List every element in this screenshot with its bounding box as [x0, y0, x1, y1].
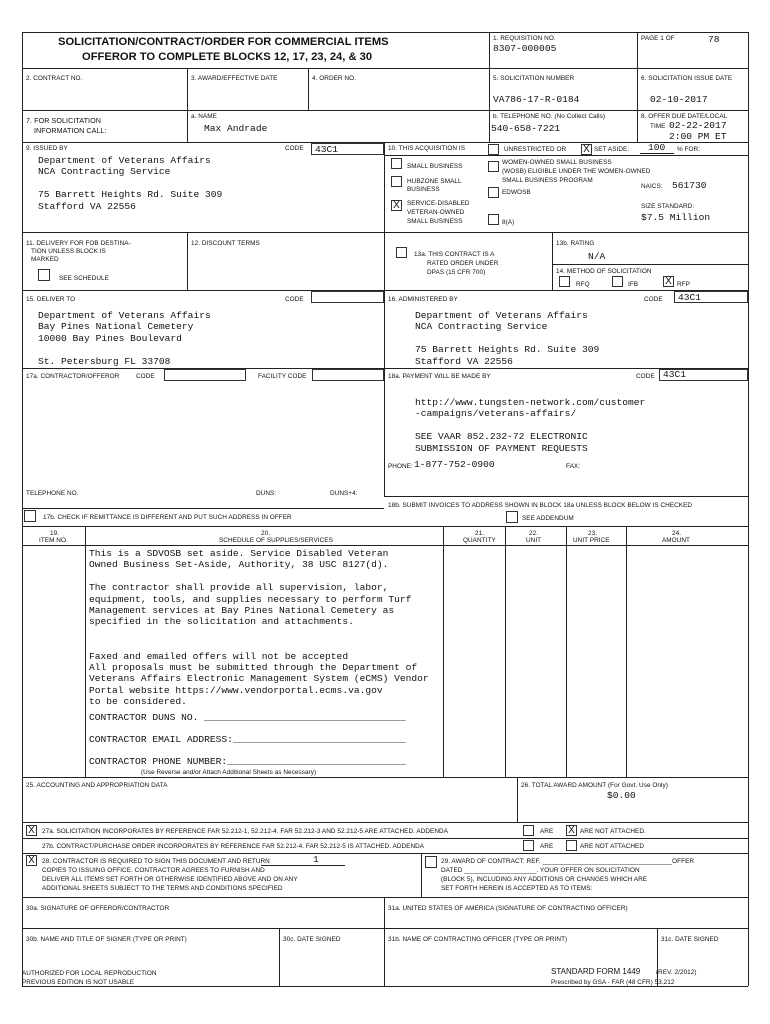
sig31b-label: 31b. NAME OF CONTRACTING OFFICER (TYPE OR PRINT) — [388, 936, 568, 943]
solicitation-number-value: VA786-17-R-0184 — [493, 94, 580, 105]
method-label: 14. METHOD OF SOLICITATION — [556, 268, 652, 275]
offer-due-time: 2:00 PM ET — [669, 131, 727, 142]
percent-for-label: % FOR: — [677, 146, 701, 153]
rated-order-label-2: RATED ORDER UNDER — [427, 260, 499, 267]
small-business-checkbox[interactable] — [391, 158, 402, 169]
discount-terms-label: 12. DISCOUNT TERMS — [191, 240, 260, 247]
deliver-to-address — [38, 310, 211, 367]
address-line: Bay Pines National Cemetery — [38, 321, 194, 333]
contractor-telephone-label: TELEPHONE NO. — [26, 490, 79, 497]
col19-header: ITEM NO. — [39, 537, 68, 544]
hubzone-checkbox[interactable] — [391, 176, 402, 187]
28-checkbox[interactable]: X — [26, 855, 37, 866]
prescribed-by: Prescribed by GSA - FAR (48 CFR) 53.212 — [551, 979, 675, 986]
award-date-label: 3. AWARD/EFFECTIVE DATE — [191, 75, 278, 82]
address-line: Department of Veterans Affairs — [38, 155, 211, 166]
address-line — [415, 333, 599, 344]
schedule-note: (Use Reverse and/or Attach Additional Sheets as Necessary) — [141, 769, 317, 776]
offer-due-date: 02-22-2017 — [669, 120, 727, 131]
contract-no-label: 2. CONTRACT NO. — [26, 75, 83, 82]
sdvosb-label-3: SMALL BUSINESS — [407, 218, 463, 225]
issued-by-label: 9. ISSUED BY — [26, 145, 68, 152]
27b-are-checkbox[interactable] — [523, 840, 534, 851]
set-aside-percent: 100 — [648, 142, 666, 153]
col22-number: 22. — [529, 530, 539, 537]
accounting-label: 25. ACCOUNTING AND APPROPRIATION DATA — [26, 782, 168, 789]
rfp-label: RFP — [677, 281, 690, 288]
payment-line: SUBMISSION OF PAYMENT REQUESTS — [415, 442, 588, 454]
28-label-1: 28. CONTRACTOR IS REQUIRED TO SIGN THIS DOCUMENT AND RETURN — [42, 858, 270, 865]
deliver-to-code-label: CODE — [285, 296, 304, 303]
rating-label: 13b. RATING — [556, 240, 595, 247]
payment-line: http://www.tungsten-network.com/customer — [415, 397, 646, 408]
time-label: TIME — [650, 123, 666, 130]
29-label-4: SET FORTH HEREIN IS ACCEPTED AS TO ITEMS: — [441, 885, 593, 892]
address-line: Stafford VA 22556 — [38, 200, 136, 212]
schedule-line: Management services at Bay Pines National Cemetery as — [89, 605, 395, 617]
col20-number: 20. — [261, 530, 271, 537]
schedule-line: specified in the solicitation and attachments. — [89, 616, 354, 628]
form-name: STANDARD FORM 1449 — [551, 967, 641, 976]
27a-are-label: ARE — [540, 828, 554, 835]
form-title-line2: OFFEROR TO COMPLETE BLOCKS 12, 17, 23, 24, & 30 — [82, 51, 373, 63]
schedule-line — [89, 639, 429, 650]
addendum-label: SEE ADDENDUM — [522, 515, 574, 522]
issue-date-value: 02-10-2017 — [650, 94, 708, 105]
28-copies-value: 1 — [313, 854, 319, 865]
col23-number: 23. — [588, 530, 598, 537]
payment-line — [415, 420, 645, 431]
edwosb-checkbox[interactable] — [488, 187, 499, 198]
payment-line: SEE VAAR 852.232-72 ELECTRONIC — [415, 431, 588, 443]
contractor-duns-line[interactable]: CONTRACTOR DUNS NO. ___________________________________ — [89, 712, 406, 723]
telephone-label: b. TELEPHONE NO. (No Collect Calls) — [493, 113, 606, 120]
total-award-label: 26. TOTAL AWARD AMOUNT (For Govt. Use Only) — [521, 782, 668, 789]
27b-are-label: ARE — [540, 843, 554, 850]
contractor-code-label: CODE — [136, 373, 155, 380]
hubzone-label-2: BUSINESS — [407, 186, 440, 193]
col21-number: 21. — [475, 530, 485, 537]
payment-fax-label: FAX: — [566, 463, 581, 470]
payment-instructions — [415, 397, 645, 454]
sig30a-label: 30a. SIGNATURE OF OFFEROR/CONTRACTOR — [26, 905, 170, 912]
administered-code-label: CODE — [644, 296, 663, 303]
small-business-label: SMALL BUSINESS — [407, 163, 463, 170]
contact-name-label: a. NAME — [191, 113, 217, 120]
set-aside-label: SET ASIDE: — [594, 146, 630, 153]
sdvosb-label-1: SERVICE-DISABLED — [407, 200, 470, 207]
sig31c-label: 31c. DATE SIGNED — [661, 936, 719, 943]
sdvosb-label-2: VETERAN-OWNED — [407, 209, 465, 216]
set-aside-checkbox[interactable]: X — [581, 144, 592, 155]
delivery-label-2: TION UNLESS BLOCK IS — [31, 248, 106, 255]
payment-phone-value: 1-877-752-0900 — [414, 459, 495, 470]
col22-header: UNIT — [526, 537, 542, 544]
payment-code-value: 43C1 — [663, 369, 687, 380]
remittance-label: 17b. CHECK IF REMITTANCE IS DIFFERENT AND PUT SUCH ADDRESS IN OFFER — [43, 514, 292, 521]
administered-by-label: 16. ADMINISTERED BY — [388, 296, 458, 303]
address-line: St. Petersburg FL 33708 — [38, 355, 171, 367]
telephone-value: 540-658-7221 — [491, 123, 561, 134]
sdvosb-checkbox[interactable]: X — [391, 200, 402, 211]
info-call-label-2: INFORMATION CALL: — [34, 126, 107, 135]
address-line: NCA Contracting Service — [415, 321, 548, 333]
29-label-1: 29. AWARD OF CONTRACT: REF. ____________________________________OFFER — [441, 858, 695, 865]
rated-order-checkbox[interactable] — [396, 247, 407, 258]
sig31a-label: 31a. UNITED STATES OF AMERICA (SIGNATURE OF CONTRACTING OFFICER) — [388, 905, 628, 912]
wosb-label-3: SMALL BUSINESS PROGRAM — [502, 177, 593, 184]
27a-not-attached-checkbox[interactable]: X — [566, 825, 577, 836]
27b-label: 27b. CONTRACT/PURCHASE ORDER INCORPORATES BY REFERENCE FAR 52.212-4. FAR 52.212-5 IS ATTACHED. ADDENDA — [42, 843, 425, 850]
order-no-label: 4. ORDER NO. — [312, 75, 356, 82]
address-line: 10000 Bay Pines Boulevard — [38, 332, 182, 344]
facility-code-label: FACILITY CODE — [258, 373, 307, 380]
issued-by-code-value: 43C1 — [315, 144, 339, 155]
unrestricted-label: UNRESTRICTED OR — [504, 146, 567, 153]
edwosb-label: EDWOSB — [502, 189, 531, 196]
schedule-line: The contractor shall provide all supervision, labor, — [89, 582, 389, 594]
29-label-3: (BLOCK 5), INCLUDING ANY ADDITIONS OR CHANGES WHICH ARE — [441, 876, 648, 883]
27b-not-attached-checkbox[interactable] — [566, 840, 577, 851]
see-schedule-checkbox[interactable] — [38, 269, 50, 281]
27a-are-checkbox[interactable] — [523, 825, 534, 836]
requisition-value: 8307-000005 — [493, 43, 557, 54]
schedule-line — [89, 628, 429, 639]
payment-line: -campaigns/veterans-affairs/ — [415, 408, 577, 420]
address-line: Stafford VA 22556 — [415, 355, 513, 367]
requisition-label: 1. REQUISITION NO. — [493, 35, 556, 42]
28-copies-underline — [261, 865, 345, 866]
28-label-3: DELIVER ALL ITEMS SET FORTH OR OTHERWISE IDENTIFIED ABOVE AND ON ANY — [42, 876, 298, 883]
27a-label: 27a. SOLICITATION INCORPORATES BY REFERENCE FAR 52.212-1, 52.212-4. FAR 52.212-3 AND 52.212-5 ARE ATTACHED. ADDENDA — [42, 828, 449, 835]
schedule-line: Portal website https://www.vendorportal.ecms.va.gov — [89, 684, 383, 696]
total-award-value: $0.00 — [607, 790, 636, 801]
address-line: 75 Barrett Heights Rd. Suite 309 — [38, 189, 223, 201]
schedule-line: All proposals must be submitted through the Department of — [89, 662, 418, 674]
schedule-line: to be considered. — [89, 696, 187, 708]
schedule-line: Owned Business Set-Aside, Authority, 38 USC 8127(d). — [89, 559, 389, 571]
wosb-label-1: WOMEN-OWNED SMALL BUSINESS — [502, 159, 612, 166]
wosb-label-2: (WOSB) ELIGIBLE UNDER THE WOMEN-OWNED — [502, 168, 651, 175]
schedule-line: Faxed and emailed offers will not be accepted — [89, 650, 349, 662]
solicitation-number-label: 5. SOLICITATION NUMBER — [493, 75, 575, 82]
address-line: Department of Veterans Affairs — [415, 310, 588, 321]
schedule-line: Veterans Affairs Electronic Management System (eCMS) Vendor — [89, 673, 429, 685]
sig30b-label: 30b. NAME AND TITLE OF SIGNER (TYPE OR PRINT) — [26, 936, 187, 943]
sig30c-label: 30c. DATE SIGNED — [283, 936, 341, 943]
rated-order-label-1: 13a. THIS CONTRACT IS A — [414, 251, 495, 258]
rating-value: N/A — [588, 251, 606, 262]
offer-due-label: 8. OFFER DUE DATE/LOCAL — [641, 113, 728, 120]
col24-header: AMOUNT — [662, 537, 690, 544]
address-line — [38, 344, 211, 355]
hubzone-label-1: HUBZONE SMALL — [407, 178, 462, 185]
contact-name-value: Max Andrade — [204, 123, 268, 134]
rfq-checkbox[interactable] — [559, 276, 570, 287]
unrestricted-checkbox[interactable] — [488, 144, 499, 155]
col20-header: SCHEDULE OF SUPPLIES/SERVICES — [219, 537, 333, 544]
28-label-2: COPIES TO ISSUING OFFICE. CONTRACTOR AGREES TO FURNISH AND — [42, 867, 265, 874]
schedule-line — [89, 571, 429, 582]
payment-label: 18a. PAYMENT WILL BE MADE BY — [388, 373, 491, 380]
delivery-label-1: 11. DELIVERY FOR FOB DESTINA- — [26, 240, 131, 247]
administered-code-value: 43C1 — [678, 292, 702, 303]
administered-address — [415, 310, 599, 367]
acquisition-label: 10. THIS ACQUISITION IS — [388, 145, 466, 152]
naics-value: 561730 — [672, 180, 707, 191]
remittance-checkbox[interactable] — [24, 510, 36, 522]
percent-underline — [640, 153, 674, 154]
27b-not-attached-label: ARE NOT ATTACHED — [580, 843, 645, 850]
duns4-label: DUNS+4: — [330, 490, 358, 497]
col21-header: QUANTITY — [463, 537, 496, 544]
addendum-checkbox[interactable] — [506, 511, 518, 523]
27a-checkbox[interactable]: X — [26, 825, 37, 836]
deliver-to-label: 15. DELIVER TO — [26, 296, 76, 303]
facility-code-box — [312, 369, 384, 381]
page-label: PAGE 1 OF — [641, 35, 675, 42]
schedule-line: equipment, tools, and supplies necessary to perform Turf — [89, 593, 412, 605]
contractor-phone-line[interactable]: CONTRACTOR PHONE NUMBER:_______________________________ — [89, 756, 406, 767]
contractor-email-line[interactable]: CONTRACTOR EMAIL ADDRESS:______________________________ — [89, 734, 406, 745]
27a-not-attached-label: ARE NOT ATTACHED. — [580, 828, 646, 835]
naics-label: NAICS: — [641, 183, 663, 190]
address-line: Department of Veterans Affairs — [38, 310, 211, 321]
contractor-code-box — [164, 369, 246, 381]
size-standard-value: $7.5 Million — [641, 212, 711, 223]
rfq-label: RFQ — [576, 281, 590, 288]
issued-by-address — [38, 155, 222, 212]
deliver-to-code-box — [311, 291, 384, 303]
payment-phone-label: PHONE: — [388, 463, 413, 470]
delivery-label-3: MARKED — [31, 256, 59, 263]
28-label-4: ADDITIONAL SHEETS SUBJECT TO THE TERMS AND CONDITIONS SPECIFIED — [42, 885, 283, 892]
schedule-line: This is a SDVOSB set aside. Service Disabled Veteran — [89, 548, 389, 559]
invoice-label: 18b. SUBMIT INVOICES TO ADDRESS SHOWN IN BLOCK 18a UNLESS BLOCK BELOW IS CHECKED — [388, 502, 693, 509]
info-call-label-1: 7. FOR SOLICITATION — [26, 116, 101, 125]
address-line: NCA Contracting Service — [38, 166, 171, 178]
eight-a-label: 8(A) — [502, 219, 515, 226]
rfp-checkbox[interactable]: X — [663, 276, 674, 287]
issued-by-code-label: CODE — [285, 145, 304, 152]
size-standard-label: SIZE STANDARD: — [641, 203, 695, 210]
address-line: 75 Barrett Heights Rd. Suite 309 — [415, 344, 600, 356]
form-revision: (REV. 2/2012) — [656, 969, 697, 976]
address-line — [38, 178, 222, 189]
contractor-label: 17a. CONTRACTOR/OFFEROR — [26, 373, 120, 380]
col19-number: 19. — [50, 530, 60, 537]
col23-header: UNIT PRICE — [573, 537, 610, 544]
see-schedule-label: SEE SCHEDULE — [59, 275, 109, 282]
page-total: 78 — [708, 34, 720, 45]
ifb-checkbox[interactable] — [612, 276, 623, 287]
footer-authorized: AUTHORIZED FOR LOCAL REPRODUCTION — [22, 970, 157, 977]
29-label-2: DATED ____________________. YOUR OFFER ON SOLICITATION — [441, 867, 640, 874]
duns-label: DUNS: — [256, 490, 277, 497]
rated-order-label-3: DPAS (15 CFR 700) — [427, 269, 486, 276]
schedule-description — [89, 548, 429, 708]
ifb-label: IFB — [628, 281, 639, 288]
wosb-checkbox[interactable] — [488, 161, 499, 172]
footer-previous-edition: PREVIOUS EDITION IS NOT USABLE — [22, 979, 135, 986]
col24-number: 24. — [672, 530, 682, 537]
29-checkbox[interactable] — [425, 856, 437, 868]
payment-code-label: CODE — [636, 373, 655, 380]
form-title-line1: SOLICITATION/CONTRACT/ORDER FOR COMMERCIAL ITEMS — [58, 36, 389, 48]
issue-date-label: 6. SOLICITATION ISSUE DATE — [641, 75, 733, 82]
eight-a-checkbox[interactable] — [488, 214, 499, 225]
